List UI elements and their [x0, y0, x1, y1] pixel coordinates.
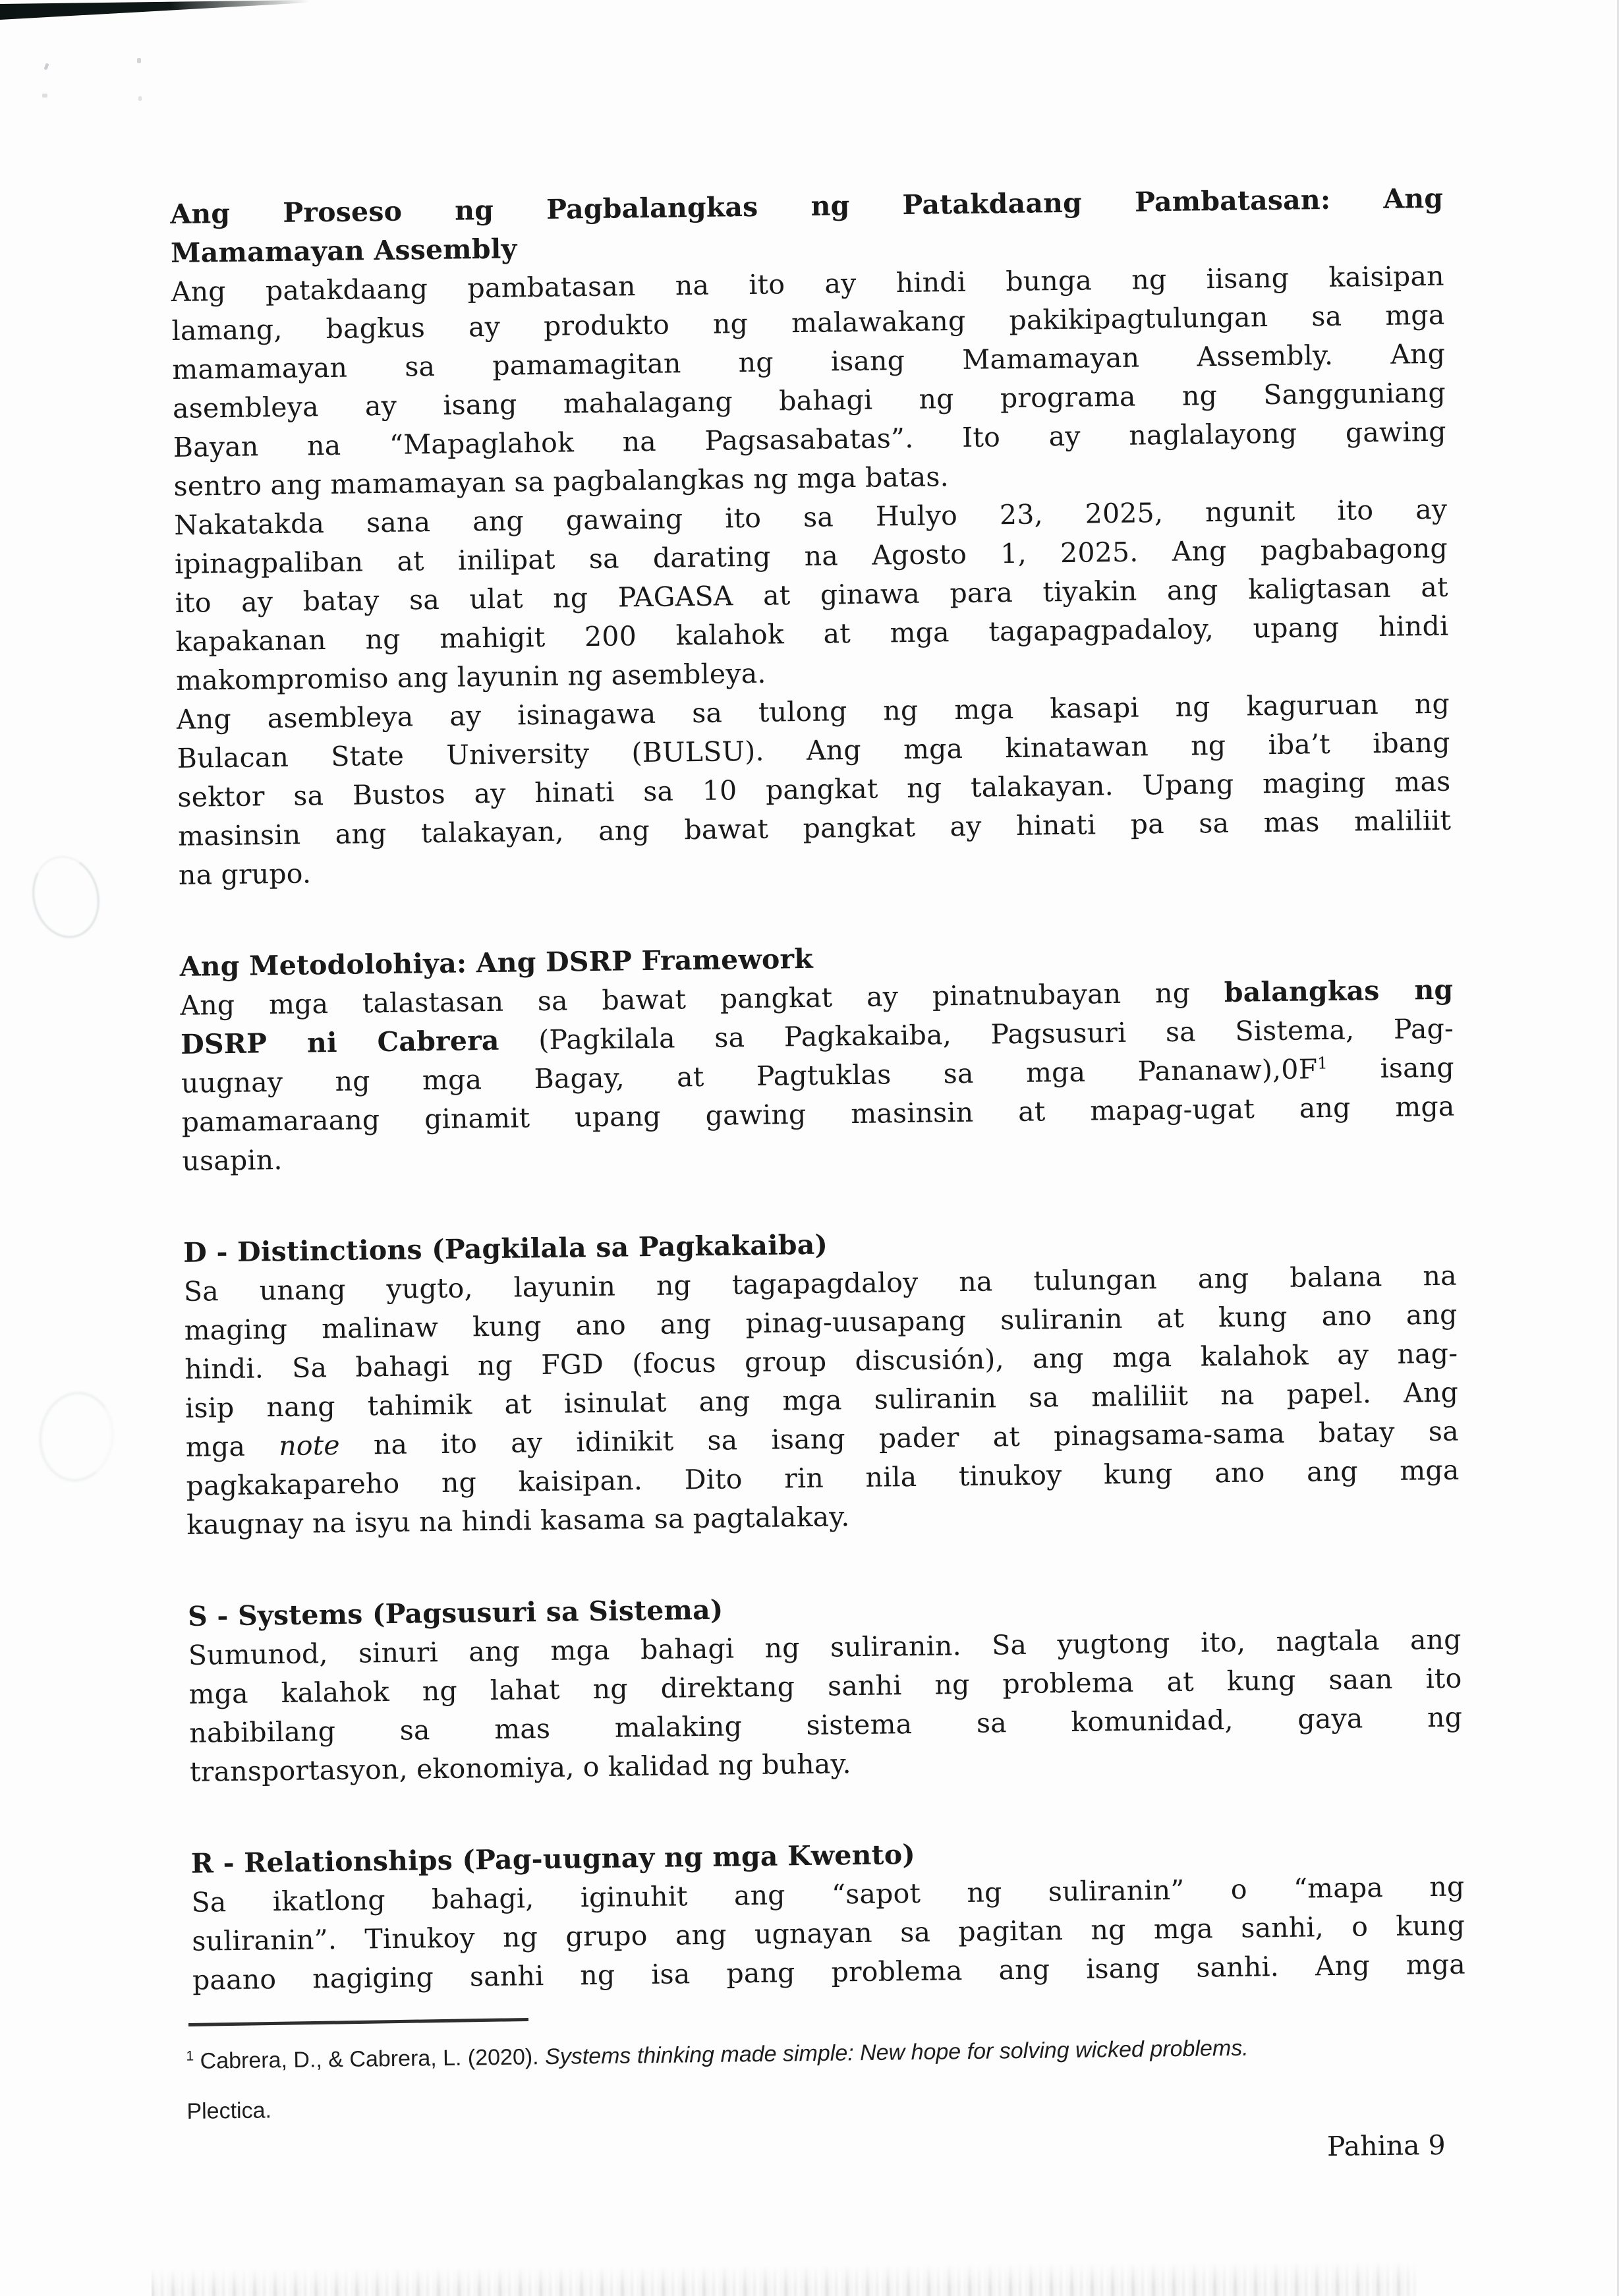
- scan-speck: [138, 96, 142, 101]
- text-run: mga kalahok ng lahat ng direktang sanhi ng problema at kung saan ito: [188, 1662, 1462, 1710]
- scan-speck: [42, 94, 47, 98]
- paragraph: [171, 257, 1446, 506]
- text-run: mga: [185, 1430, 279, 1463]
- text-run: ito ay batay sa ulat ng PAGASA at ginawa para tiyakin ang kaligtasan at: [175, 571, 1448, 619]
- footnote-separator: [188, 2018, 528, 2026]
- paragraph: [177, 685, 1452, 895]
- text-run: usapin.: [182, 1143, 283, 1177]
- italic-text: Systems thinking made simple: New hope for solving wicked problems.: [544, 2035, 1249, 2070]
- text-run: D - Distinctions (Pagkilala sa Pagkakaiba): [183, 1228, 828, 1269]
- bleed-through-noise: [152, 2260, 1417, 2296]
- paragraph: [191, 1868, 1465, 2000]
- bold-text: balangkas ng: [1224, 973, 1454, 1008]
- bold-text: DSRP ni Cabrera: [180, 1024, 499, 1060]
- superscript-marker: 1: [1317, 1053, 1328, 1073]
- text-run: hindi. Sa bahagi ng FGD (focus group discusión), ang mga kalahok ay nag-: [185, 1337, 1458, 1385]
- text-run: Ang asembleya ay isinagawa sa tulong ng mga kasapi ng kaguruan ng: [176, 687, 1450, 735]
- document-body: [170, 179, 1465, 2000]
- text-run: Ang Proseso ng Pagbalangkas ng Patakdaang Pambatasan: Ang: [170, 182, 1444, 230]
- text-run: pagkakapareho ng kaisipan. Dito rin nila tinukoy kung ano ang mga: [186, 1454, 1460, 1502]
- text-run: Ang Metodolohiya: Ang DSRP Framework: [179, 942, 814, 983]
- text-run: nabibilang sa mas malaking sistema sa komunidad, gaya ng: [189, 1701, 1463, 1749]
- paragraph: [174, 490, 1450, 701]
- text-run: transportasyon, ekonomiya, o kalidad ng buhay.: [189, 1748, 851, 1788]
- text-run: ipinagpaliban at inilipat sa darating na Agosto 1, 2025. Ang pagbabagong: [174, 532, 1448, 580]
- text-run: makompromiso ang layunin ng asembleya.: [175, 657, 766, 697]
- text-run: kaugnay na isyu na hindi kasama sa pagtalakay.: [186, 1501, 850, 1541]
- text-run: isang: [1327, 1051, 1455, 1085]
- text-run: sektor sa Bustos ay hinati sa 10 pangkat ng talakayan. Upang maging mas: [177, 765, 1451, 813]
- text-run: lamang, bagkus ay produkto ng malawakang pakikipagtulungan sa mga: [171, 299, 1445, 347]
- text-run: Nakatakda sana ang gawaing ito sa Hulyo 23, 2025, ngunit ito ay: [173, 493, 1448, 541]
- text-run: Cabrera, D., & Cabrera, L. (2020).: [193, 2044, 546, 2074]
- text-run: Ang mga talastasan sa bawat pangkat ay pinatnubayan ng: [180, 976, 1225, 1021]
- text-run: Mamamayan Assembly: [170, 233, 517, 269]
- italic-text: note: [278, 1429, 341, 1462]
- paragraph: [188, 1621, 1463, 1792]
- text-run: S - Systems (Pagsusuri sa Sistema): [187, 1593, 724, 1632]
- text-run: mamamayan sa pamamagitan ng isang Mamamayan Assembly. Ang: [172, 337, 1446, 386]
- stain-ring-artifact: [34, 1387, 119, 1486]
- text-run: na ito ay idinikit sa isang pader at pinagsama-sama batay sa: [339, 1415, 1460, 1461]
- text-run: Sa ikatlong bahagi, iginuhit ang “sapot ng suliranin” o “mapa ng: [191, 1870, 1465, 1918]
- text-run: maging malinaw kung ano ang pinag-uusapang suliranin at kung ano ang: [184, 1298, 1458, 1346]
- page-number: Pahina 9: [1326, 2129, 1446, 2163]
- text-run: isip nang tahimik at isinulat ang mga suliranin sa maliliit na papel. Ang: [185, 1376, 1459, 1424]
- text-run: Sumunod, sinuri ang mga bahagi ng suliranin. Sa yugtong ito, nagtala ang: [188, 1623, 1462, 1671]
- text-run: Sa unang yugto, layunin ng tagapagdaloy na tulungan ang balana na: [183, 1259, 1458, 1307]
- text-run: Plectica.: [186, 2098, 272, 2124]
- paragraph: [180, 971, 1456, 1181]
- footnote: [186, 2021, 1400, 2137]
- text-run: masinsin ang talakayan, ang bawat pangkat ay hinati pa sa mas maliliit: [177, 804, 1452, 852]
- text-run: uugnay ng mga Bagay, at Pagtuklas sa mga Pananaw),0F: [181, 1053, 1318, 1099]
- text-run: paano nagiging sanhi ng isa pang problema ang isang sanhi. Ang mga: [192, 1948, 1466, 1996]
- superscript-marker: 1: [186, 2048, 194, 2064]
- text-run: pamamaraang ginamit upang gawing masinsin at mapag-ugat ang mga: [181, 1090, 1455, 1138]
- text-run: sentro ang mamamayan sa pagbalangkas ng mga batas.: [173, 461, 950, 502]
- text-run: R - Relationships (Pag-uugnay ng mga Kwento): [190, 1838, 916, 1880]
- text-run: Bulacan State University (BULSU). Ang mga kinatawan ng iba’t ibang: [177, 726, 1450, 774]
- scan-speck: [137, 58, 141, 63]
- text-run: Bayan na “Mapaglahok na Pagsasabatas”. Ito ay naglalayong gawing: [173, 415, 1446, 463]
- text-run: suliranin”. Tinukoy ng grupo ang ugnayan sa pagitan ng mga sanhi, o kung: [191, 1909, 1465, 1957]
- paragraph: [184, 1257, 1460, 1545]
- stain-ring-artifact: [24, 849, 108, 945]
- text-run: asembleya ay isang mahalagang bahagi ng programa ng Sangguniang: [172, 376, 1446, 424]
- text-run: na grupo.: [178, 857, 312, 891]
- text-run: (Pagkilala sa Pagkakaiba, Pagsusuri sa Sistema, Pag-: [499, 1012, 1454, 1056]
- scan-edge-artifact: [0, 0, 310, 20]
- scan-speck: [43, 63, 49, 70]
- text-run: kapakanan ng mahigit 200 kalahok at mga tagapagpadaloy, upang hindi: [175, 610, 1449, 658]
- text-run: Ang patakdaang pambatasan na ito ay hindi bunga ng iisang kaisipan: [171, 260, 1444, 308]
